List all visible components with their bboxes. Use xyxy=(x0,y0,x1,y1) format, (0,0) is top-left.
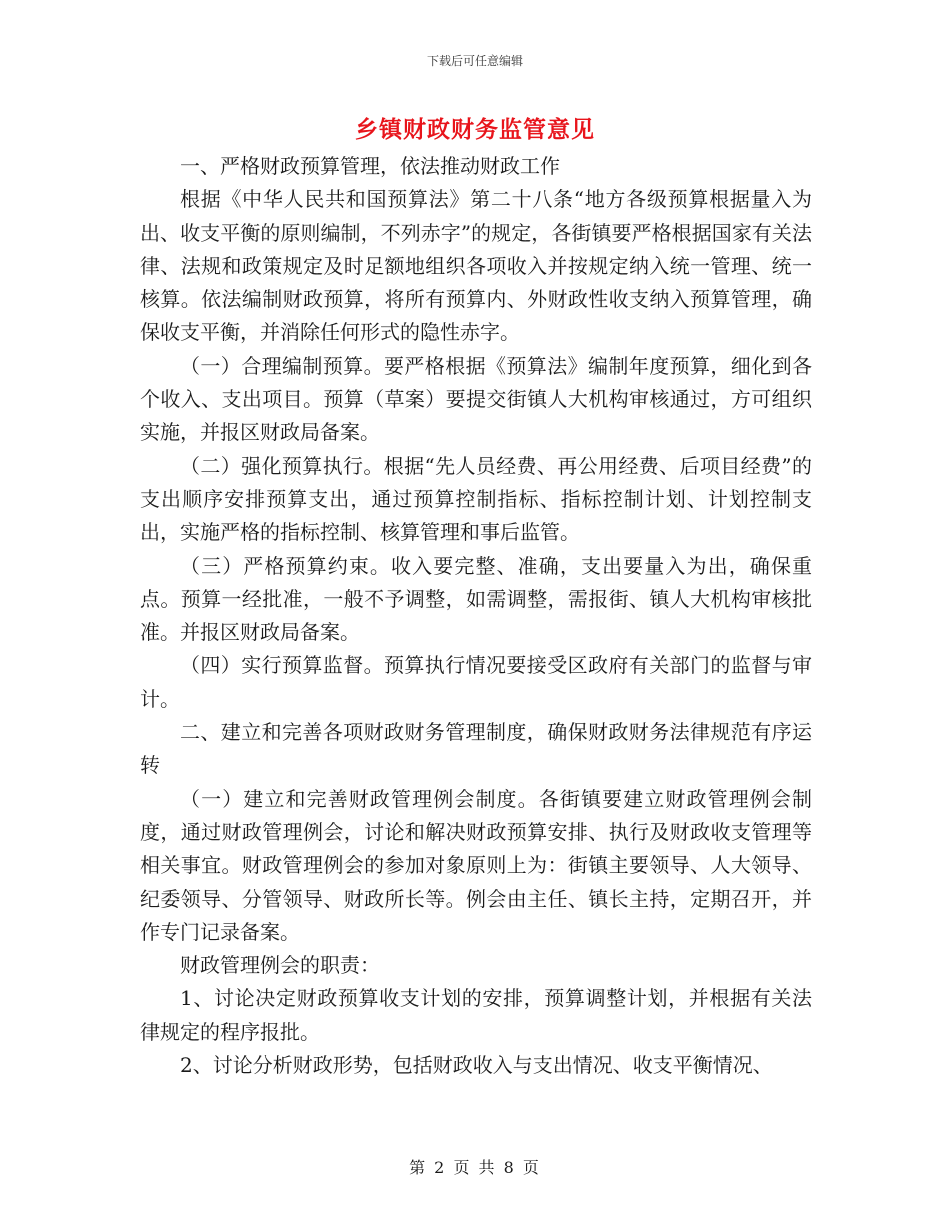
list-item: 2、讨论分析财政形势，包括财政收入与支出情况、收支平衡情况、 xyxy=(180,1053,773,1078)
section-heading-2: 二、建立和完善各项财政财务管理制度，确保财政财务法律规范有序运转 xyxy=(140,720,812,778)
paragraph: （二）强化预算执行。根据“先人员经费、再公用经费、后项目经费”的支出顺序安排预算支出，通过预算控制指标、指标控制计划、计划控制支出，实施严格的指标控制、核算管理和事后监管。 xyxy=(140,453,812,545)
header-note: 下载后可任意编辑 xyxy=(426,54,523,68)
paragraph: （一）建立和完善财政管理例会制度。各街镇要建立财政管理例会制度，通过财政管理例会，讨论和解决财政预算安排、执行及财政收支管理等相关事宜。财政管理例会的参加对象原则上为：街镇主要领导、人大领导、纪委领导、分管领导、财政所长等。例会由主任、镇长主持，定期召开，并作专门记录备案。 xyxy=(140,786,812,944)
page-number: 第 2 页 共 8 页 xyxy=(409,1158,541,1177)
section-heading-1: 一、严格财政预算管理，依法推动财政工作 xyxy=(180,154,560,178)
paragraph: （四）实行预算监督。预算执行情况要接受区政府有关部门的监督与审计。 xyxy=(140,653,812,711)
paragraph: 根据《中华人民共和国预算法》第二十八条“地方各级预算根据量入为出、收支平衡的原则编制，不列赤字”的规定，各街镇要严格根据国家有关法律、法规和政策规定及时足额地组织各项收入并按规定纳入统一管理、统一核算。依法编制财政预算，将所有预算内、外财政性收支纳入预算管理，确保收支平衡，并消除任何形式的隐性赤字。 xyxy=(140,187,812,345)
list-item: 1、讨论决定财政预算收支计划的安排，预算调整计划，并根据有关法律规定的程序报批。 xyxy=(140,986,812,1044)
paragraph: 财政管理例会的职责： xyxy=(180,953,380,978)
document-body xyxy=(140,150,812,1082)
paragraph: （三）严格预算约束。收入要完整、准确，支出要量入为出，确保重点。预算一经批准，一般不予调整，如需调整，需报街、镇人大机构审核批准。并报区财政局备案。 xyxy=(140,553,812,645)
document-title: 乡镇财政财务监管意见 xyxy=(355,116,595,143)
paragraph: （一）合理编制预算。要严格根据《预算法》编制年度预算，细化到各个收入、支出项目。预算（草案）要提交街镇人大机构审核通过，方可组织实施，并报区财政局备案。 xyxy=(140,353,812,445)
